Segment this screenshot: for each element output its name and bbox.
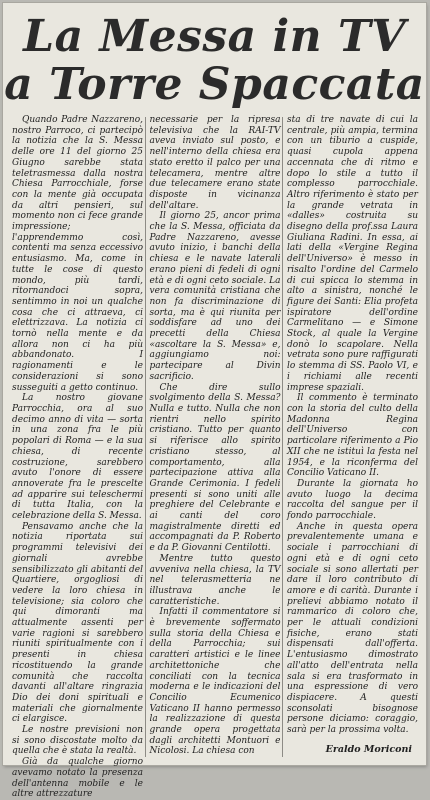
paragraph: Il giorno 25, ancor prima che la S. Messa, officiata da Padre Nazzareno, avesse avuto inizio, i banchi della chiesa e le navate laterali erano pieni di fedeli di ogni età e di ogni ceto sociale. La vera comunità cristiana che non fa discriminazione di sorta, ma è qui riunita per soddisfare ad uno dei precetti della Chiesa «ascoltare la S. Messa» e, aggiungiamo noi: partecipare al Divin sacrificio.: [149, 211, 281, 382]
newspaper-clipping: [3, 3, 426, 800]
paragraph: Pensavamo anche che la notizia riportata sui programmi televisivi dei giornali avrebbe sensibilizzato gli abitanti del Quartiere, orgogliosi di vedere la loro chiesa in televisione; sia coloro che qui dimoranti ma attualmente assenti per varie ragioni si sarebbero riuniti spiritualmente con i presenti in chiesa ricostituendo la grande comunità che raccolta davanti all'altare ringrazia Dio dei doni spirituali e materiali che giornalmente ci elargisce.: [12, 521, 143, 725]
paragraph: Mentre tutto questo avveniva nella chiesa, la TV nel telerasmetteria ne illustrava anche le caratteristiche.: [149, 553, 281, 607]
paragraph: La nostro giovane Parrocchia, ora al suo decimo anno di vita — sorta in una zona fra le più popolari di Roma — e la sua chiesa, di recente costruzione, sarebbero avuto l'onore di essere annoverate fra le prescelte ad apparire sui teleschermi di tutta Italia, con la celebrazione della S. Messa.: [12, 393, 143, 522]
paragraph: Durante la giornata ho avuto luogo la decima raccolta del sangue per il fondo parrocchiale.: [287, 478, 418, 522]
paragraph: Già da qualche giorno avevamo notato la presenza dell'antenna mobile e le altre attrezzature: [12, 757, 143, 800]
paragraph: Infatti il commentatore si è brevemente soffermato sulla storia della Chiesa e della Parrocchia; sui caratteri artistici e le linee architettoniche che conciliati con la tecnica moderna e le indicazioni del Concilio Ecumenico Vaticano II hanno permesso la realizzazione di questa grande opera progettata dagli architetti Montuori e Nicolosi. La chiesa con: [149, 607, 281, 757]
paragraph: Che dire sullo svolgimento della S. Messa? Nulla e tutto. Nulla che non rientri nello spirito cristiano. Tutto per quanto si riferisce allo spirito cristiano stesso, al comportamento, alla partecipazione attiva alla Grande Cerimonia. I fedeli presenti si sono uniti alle preghiere del Celebrante e ai canti del coro magistralmente diretti ed accompagnati da P. Roberto e da P. Giovanni Centilotti.: [149, 382, 281, 554]
headline-line-2: a Torre Spaccata: [4, 59, 425, 110]
paragraph: necessarie per la ripresa televisiva che la RAI-TV aveva inviato sul posto, e nell'interno della chiesa era stato eretto il palco per una telecamera, mentre altre due telecamere erano state disposte in vicinanza dell'altare.: [149, 115, 281, 211]
paragraph: Il commento è terminato con la storia del culto della Madonna Regina dell'Universo con particolare riferimento a Pio XII che ne istituì la festa nel 1954, e la riconferma del Concilio Vaticano II.: [287, 393, 418, 479]
paragraph: Anche in questa opera prevalentemente umana e sociale i parrocchiani di ogni età e di ogni ceto sociale si sono allertati per dare il loro contributo di amore e di carità. Durante i prelievi abbiamo notato il rammarico di coloro che, per le attuali condizioni fisiche, erano stati dispensati dall'offerta. L'entusiasmo dimostrato all'atto dell'entrata nella sala si era trasformato in una espressione di vero dispiacere. A questi sconsolati bisognose persone diciamo: coraggio, sarà per la prossima volta.: [287, 521, 418, 736]
headline-line-1: La Messa in TV: [23, 11, 406, 62]
paragraph: Quando Padre Nazzareno, nostro Parroco, ci partecipò la notizia che la S. Messa delle ore 11 del giorno 25 Giugno sarebbe stata teletrasmessa dalla nostra Chiesa Parrocchiale, forse con la mente già occupata da altri pensieri, sul momento non ci fece grande impressione; l'apprendemmo così, contenti ma senza eccessivo entusiasmo. Ma, come in tutte le cose di questo mondo, più tardi, ritornandoci sopra, sentimmo in noi un qualche cosa che ci attraeva, ci elettrizzava. La notizia ci tornò nella mente e da allora non ci ha più abbandonato. I ragionamenti e le considerazioni si sono susseguiti a getto continuo.: [12, 115, 143, 393]
article-column-3: [287, 115, 418, 761]
author-signature: Eraldo Moriconi: [325, 744, 412, 755]
paragraph: Le nostre previsioni non si sono discostate molto da quella che è stata la realtà.: [12, 725, 143, 757]
article-column-1: [12, 115, 143, 800]
paragraph: sta di tre navate di cui la centrale, più ampia, termina con un tiburio a cuspide, quasi cupola appena accennata che di ritmo e dopo lo stile a tutto il complesso parrocchiale. Altro riferimento è stato per la grande vetrata in «dalles» costruita su disegno della prof.ssa Laura Giuliana Radini. In essa, ai lati della «Vergine Regina dell'Universo» è messo in risalto l'ordine del Carmelo di cui spicca lo stemma in alto a sinistra, nonché le figure dei Santi: Elia profeta ispiratore dell'ordine Carmelitano — e Simone Stock, al quale la Vergine donò lo scapolare. Nella vetrata sono pure raffigurati lo stemma di SS. Paolo VI, e i richiami alle recenti imprese spaziali.: [287, 115, 418, 393]
article-column-2: [150, 115, 281, 761]
article-body: [12, 115, 418, 800]
